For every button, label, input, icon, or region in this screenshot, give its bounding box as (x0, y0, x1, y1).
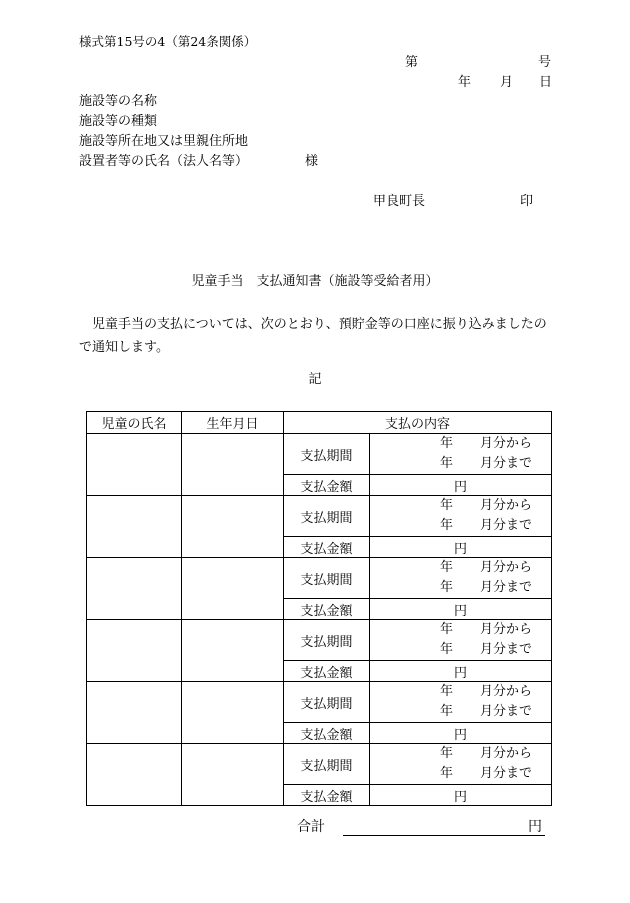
payment-period-value (370, 620, 552, 661)
child-name-cell[interactable] (87, 496, 182, 558)
document-body: 児童手当の支払については、次のとおり、預貯金等の口座に振り込みましたので通知します。 (79, 317, 547, 355)
date-year-label: 年 (458, 75, 472, 90)
period-to-year: 年 (440, 642, 454, 657)
period-to-year: 年 (440, 580, 454, 595)
total-label: 合計 (297, 819, 325, 835)
period-from-year: 年 (440, 622, 454, 637)
period-from-text: 月分から (480, 560, 533, 575)
total-yen: 円 (528, 819, 542, 835)
facility-address-label: 施設等所在地又は里親住所地 (79, 134, 249, 149)
child-name-cell[interactable] (87, 620, 182, 682)
founder-name-label: 設置者等の氏名（法人名等） (79, 154, 249, 169)
table-row (87, 682, 552, 723)
period-from-text: 月分から (480, 746, 533, 761)
payment-amount-value: 円 (370, 475, 552, 496)
period-from-year: 年 (440, 684, 454, 699)
payment-amount-label: 支払金額 (284, 537, 370, 558)
payment-amount-value: 円 (370, 599, 552, 620)
child-name-cell[interactable] (87, 558, 182, 620)
payment-period-label: 支払期間 (284, 682, 370, 723)
period-from-text: 月分から (480, 684, 533, 699)
period-to-text: 月分まで (480, 456, 533, 471)
honorific: 様 (305, 154, 319, 169)
table-row (87, 496, 552, 537)
period-to-year: 年 (440, 766, 454, 781)
header-child-name: 児童の氏名 (87, 412, 182, 434)
period-to-text: 月分まで (480, 518, 533, 533)
payment-period-value (370, 558, 552, 599)
seal-mark: 印 (520, 194, 534, 209)
payment-period-value (370, 682, 552, 723)
facility-name-label: 施設等の名称 (79, 94, 158, 109)
payment-amount-value: 円 (370, 723, 552, 744)
issuer-mayor: 甲良町長 (373, 194, 426, 209)
period-to-year: 年 (440, 704, 454, 719)
period-to-year: 年 (440, 518, 454, 533)
birthdate-cell[interactable] (182, 558, 284, 620)
payment-period-value (370, 496, 552, 537)
period-from-year: 年 (440, 746, 454, 761)
facility-type-label: 施設等の種類 (79, 114, 158, 129)
period-from-year: 年 (440, 560, 454, 575)
table-row (87, 558, 552, 599)
birthdate-cell[interactable] (182, 620, 284, 682)
header-birthdate: 生年月日 (182, 412, 284, 434)
date-month-label: 月 (500, 75, 514, 90)
document-number-suffix: 号 (538, 55, 552, 70)
period-from-year: 年 (440, 436, 454, 451)
period-from-year: 年 (440, 498, 454, 513)
period-from-text: 月分から (480, 622, 533, 637)
payment-amount-label: 支払金額 (284, 723, 370, 744)
child-name-cell[interactable] (87, 434, 182, 496)
payment-amount-label: 支払金額 (284, 661, 370, 682)
birthdate-cell[interactable] (182, 744, 284, 806)
ki-heading: 記 (308, 372, 322, 387)
birthdate-cell[interactable] (182, 682, 284, 744)
payment-amount-value: 円 (370, 537, 552, 558)
payment-amount-label: 支払金額 (284, 599, 370, 620)
document-number-prefix: 第 (405, 55, 419, 70)
payment-table (86, 411, 552, 806)
payment-period-label: 支払期間 (284, 434, 370, 475)
table-row (87, 620, 552, 661)
payment-amount-value: 円 (370, 661, 552, 682)
payment-period-label: 支払期間 (284, 744, 370, 785)
payment-period-label: 支払期間 (284, 496, 370, 537)
period-to-text: 月分まで (480, 642, 533, 657)
period-to-text: 月分まで (480, 704, 533, 719)
period-to-text: 月分まで (480, 580, 533, 595)
table-row (87, 434, 552, 475)
child-name-cell[interactable] (87, 682, 182, 744)
payment-period-value (370, 744, 552, 785)
period-from-text: 月分から (480, 436, 533, 451)
payment-amount-label: 支払金額 (284, 475, 370, 496)
period-to-year: 年 (440, 456, 454, 471)
payment-period-value (370, 434, 552, 475)
header-payment-content: 支払の内容 (284, 412, 552, 434)
table-header-row (87, 412, 552, 434)
table-row (87, 744, 552, 785)
birthdate-cell[interactable] (182, 434, 284, 496)
payment-period-label: 支払期間 (284, 558, 370, 599)
payment-amount-label: 支払金額 (284, 785, 370, 806)
form-number: 様式第15号の4（第24条関係） (79, 34, 257, 49)
child-name-cell[interactable] (87, 744, 182, 806)
document-title: 児童手当 支払通知書（施設等受給者用） (191, 274, 439, 289)
total-amount-line (343, 835, 545, 836)
birthdate-cell[interactable] (182, 496, 284, 558)
period-to-text: 月分まで (480, 766, 533, 781)
payment-amount-value: 円 (370, 785, 552, 806)
payment-period-label: 支払期間 (284, 620, 370, 661)
period-from-text: 月分から (480, 498, 533, 513)
date-day-label: 日 (539, 75, 553, 90)
